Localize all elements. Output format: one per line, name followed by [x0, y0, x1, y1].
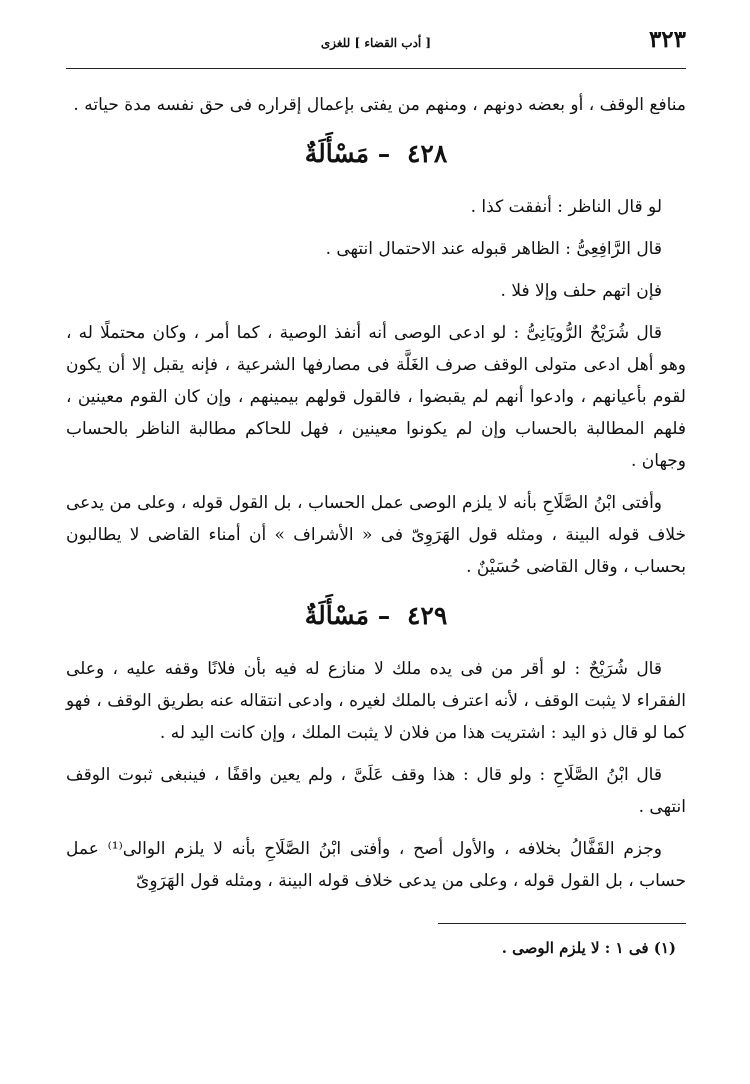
paragraph: فإن اتهم حلف وإلا فلا . — [500, 281, 662, 301]
paragraph: وأفتى ابْنُ الصَّلَاحِ بأنه لا يلزم الوصى عمل الحساب ، بل القول قوله ، وعلى من يدعى خلاف قوله البينة ، ومثله قول الهَرَوِىّ فى « الأشراف » أن أمناء القاضى لا يطالبون بحساب ، وقال القاضى حُسَيْنٌ . — [66, 493, 686, 577]
paragraph: وجزم القَفَّالُ بخلافه ، والأول أصح ، وأفتى ابْنُ الصَّلَاحِ بأنه لا يلزم الوالى⁽¹⁾ عمل حساب ، بل القول قوله ، وعلى من يدعى خلاف قوله البينة ، ومثله قول الهَرَوِىّ — [66, 839, 686, 891]
section-title: مَسْأَلَةٌ — [304, 139, 370, 168]
paragraph: قال ابْنُ الصَّلَاحِ : ولو قال : هذا وقف عَلَىَّ ، ولم يعين واقفًا ، فينبغى ثبوت الوقف انتهى . — [66, 765, 686, 817]
section-dash: – — [377, 139, 391, 168]
section-heading-428 — [66, 131, 686, 177]
page-header — [66, 0, 686, 69]
footnote-divider — [438, 923, 686, 924]
section-number: ٤٢٨ — [406, 139, 448, 168]
paragraph: قال الرَّافِعِىُّ : الظاهر قبوله عند الاحتمال انتهى . — [325, 239, 662, 259]
footnote: (١) فى ١ : لا يلزم الوصى . — [501, 939, 676, 957]
running-head: [ أدب القضاء ] للغزى — [320, 36, 432, 50]
paragraph: قال شُرَيْحٌ : لو أقر من فى يده ملك لا منازع له فيه بأن فلانًا وقفه عليه ، وعلى الفقراء لا يثبت الوقف ، لأنه اعترف بالملك لغيره ، وادعى انتقاله عنه بطريق الوقف ، فهو كما لو قال ذو اليد : اشتريت هذا من فلان لا يثبت الملك ، وإن كانت اليد له . — [66, 659, 686, 743]
body-text — [66, 89, 686, 897]
section-number: ٤٢٩ — [406, 601, 448, 630]
section-dash: – — [377, 601, 391, 630]
page-number: ٣٢٣ — [648, 26, 686, 53]
section-title: مَسْأَلَةٌ — [304, 601, 370, 630]
section-heading-429 — [66, 593, 686, 639]
paragraph: قال شُرَيْحٌ الرُّويَانِىُّ : لو ادعى الوصى أنه أنفذ الوصية ، كما أمر ، وكان محتملًا له ، وهو أهل ادعى متولى الوقف صرف الغَلَّة فى مصارفها الشرعية ، فإنه يقبل إلا أن يكون لقوم بأعيانهم ، وادعوا أنهم لم يقبضوا ، فالقول قولهم بيمينهم ، وإن كان القوم معينين ، فلهم المطالبة بالحساب وإن لم يكونوا معينين ، فهل للحاكم مطالبة الناظر بالحساب وجهان . — [66, 323, 686, 471]
paragraph: منافع الوقف ، أو بعضه دونهم ، ومنهم من يفتى بإعمال إقراره فى حق نفسه مدة حياته . — [73, 95, 686, 115]
paragraph: لو قال الناظر : أنفقت كذا . — [470, 197, 662, 217]
